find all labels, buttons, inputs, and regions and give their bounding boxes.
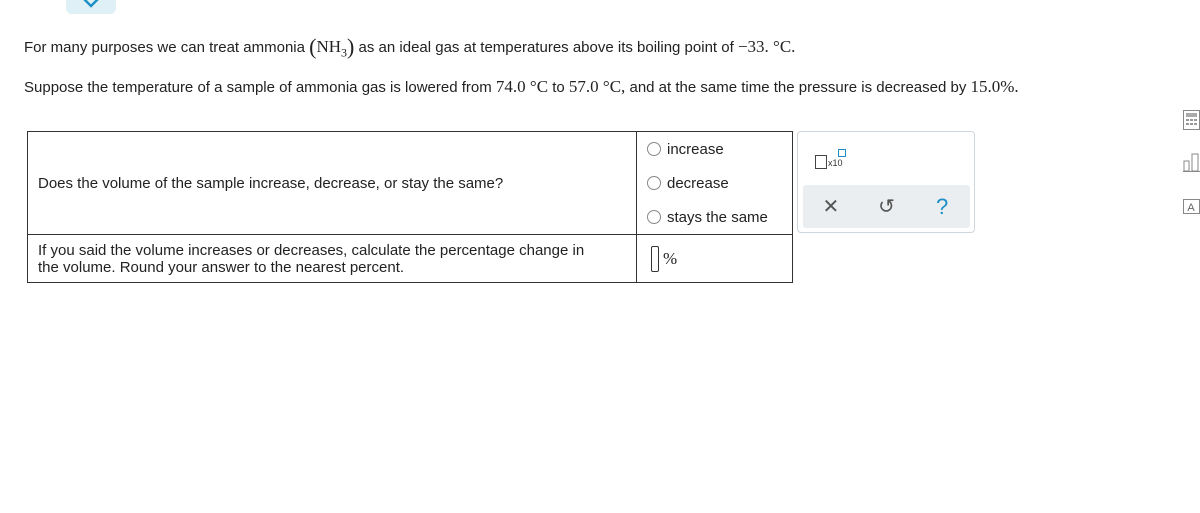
intro-text: For many purposes we can treat ammonia $(NH_3)$ as an ideal gas at temperatures above its boiling point of −33. °C. (24, 34, 796, 60)
option-decrease[interactable]: decrease (637, 166, 792, 200)
help-button[interactable] (927, 192, 957, 222)
percent-unit: % (663, 248, 678, 268)
question-1-cell (28, 132, 637, 235)
chart-icon[interactable] (1183, 152, 1200, 176)
svg-text:A: A (1187, 202, 1195, 214)
question-1-text: Does the volume of the sample increase, decrease, or stay the same? (38, 174, 504, 192)
help-icon: ? (936, 193, 949, 219)
scientific-notation-button[interactable]: x10 (815, 149, 851, 171)
close-icon: ✕ (822, 196, 840, 218)
collapse-toggle[interactable] (66, 0, 116, 14)
chevron-down-icon (83, 0, 99, 8)
percent-change-input[interactable] (651, 246, 659, 272)
clear-button[interactable] (816, 192, 846, 222)
answer-tools-panel (797, 131, 975, 233)
calculator-icon[interactable] (1183, 110, 1200, 134)
question-table (27, 131, 793, 283)
ammonia-formula: $NH_3$ (316, 37, 348, 60)
radio-button[interactable] (647, 142, 661, 156)
tools-toolbar (803, 185, 970, 228)
undo-icon: ↺ (878, 196, 895, 218)
question-2-cell (28, 235, 637, 283)
question-2-line-1: If you said the volume increases or decreases, calculate the percentage change in (38, 241, 585, 259)
option-stays-the-same[interactable]: stays the same (637, 200, 792, 234)
radio-button[interactable] (647, 210, 661, 224)
question-2-line-2: the volume. Round your answer to the nearest percent. (38, 258, 405, 276)
scenario-text: Suppose the temperature of a sample of ammonia gas is lowered from 74.0 °C to 57.0 °C, and at the same time the pressure is decreased by 15.0%. (24, 77, 1019, 96)
answer-2-cell (637, 235, 793, 283)
undo-button[interactable] (871, 192, 901, 222)
radio-button[interactable] (647, 176, 661, 190)
periodic-table-icon[interactable] (1183, 197, 1200, 221)
answer-1-cell (637, 132, 793, 235)
option-increase[interactable]: increase (637, 132, 792, 166)
